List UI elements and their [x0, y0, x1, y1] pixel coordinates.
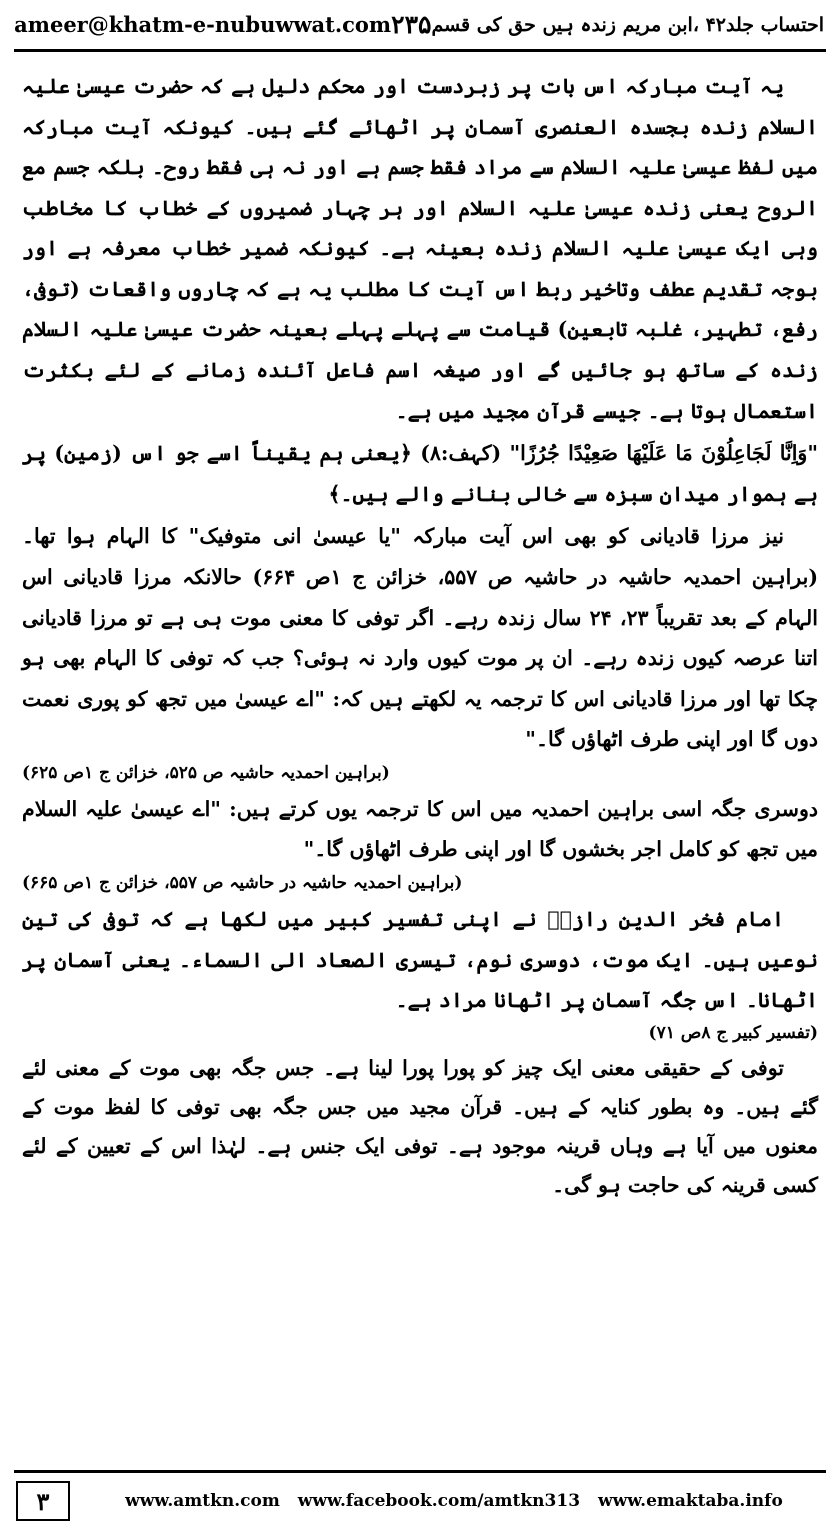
paragraph-5: توفی کے حقیقی معنی ایک چیز کو پورا پورا لینا ہے۔ جس جگہ بھی موت کے معنی لئے گئے ہیں۔ وہ بطور کنایہ کے ہیں۔ قرآن مجید میں جس جگہ بھی توفی کا لفظ موت کے معنوں میں آیا ہے وہاں قرینہ موجود ہے۔ توفی ایک جنس ہے۔ لہٰذا اس کے تعیین کے لئے کسی قرینہ کی حاجت ہو گی۔: [22, 1055, 818, 1197]
reference-3: (تفسیر کبیر ج ۸ص ۷۱): [648, 1022, 818, 1043]
page-header: [0, 0, 840, 43]
footer-link-website[interactable]: www.amtkn.com: [125, 1491, 280, 1511]
footer-link-facebook[interactable]: www.facebook.com/amtkn313: [297, 1491, 581, 1511]
reference-2: (براہین احمدیہ حاشیہ در حاشیہ ص ۵۵۷، خزائن ج ۱ص ۶۶۵): [22, 872, 463, 893]
paragraph-3: دوسری جگہ اسی براہین احمدیہ میں اس کا ترجمہ یوں کرتے ہیں: "اے عیسیٰ علیہ السلام میں تجھ کو کامل اجر بخشوں گا اور اپنی طرف اٹھاؤں گا۔": [22, 796, 818, 862]
paragraph-1: یہ آیت مبارکہ اس بات پر زبردست اور محکم دلیل ہے کہ حضرت عیسیٰ علیہ السلام زندہ بجسدہ العنصری آسمان پر اٹھائے گئے ہیں۔ کیونکہ آیت مبارکہ میں لفظ عیسیٰ علیہ السلام سے مراد فقط جسم ہے اور نہ ہی فقط روح۔ بلکہ جسم مع الروح یعنی زندہ عیسیٰ علیہ السلام اور ہر چہار ضمیروں کے خطاب کا مخاطب وہی ایک عیسیٰ علیہ السلام زندہ بعینہ ہے۔ کیونکہ ضمیر خطاب معرفہ ہے اور بوجہ تقدیم عطف وتاخیر ربط اس آیت کا مطلب یہ ہے کہ چاروں واقعات (توفی، رفع، تطہیر، غلبہ تابعین) قیامت سے پہلے پہلے بعینہ حضرت عیسیٰ علیہ السلام زندہ کے ساتھ ہو جائیں گے اور صیغہ اسم فاعل آئندہ زمانے کے لئے بکثرت استعمال ہوتا ہے۔ جیسے قرآن مجید میں ہے۔: [22, 74, 818, 423]
header-book-title: احتساب جلد۴۲ ،ابن مریم زندہ ہیں حق کی قسم: [431, 13, 824, 36]
paragraph-4: امام فخر الدین رازیؒ نے اپنی تفسیر کبیر میں لکھا ہے کہ توفی کی تین نوعیں ہیں۔ ایک موت، دوسری نوم، تیسری الصعاد الی السماء۔ یعنی آسمان پر اٹھانا۔ اس جگہ آسمان پر اٹھانا مراد ہے۔: [22, 906, 818, 1013]
footer-link-emaktaba[interactable]: www.emaktaba.info: [597, 1491, 783, 1511]
paragraph-quran-verse: "وَاِنَّا لَجَاعِلُوْنَ مَا عَلَيْهَا صَعِيْدًا جُرُزًا" (کہف:۸) ﴿یعنی ہم یقیناً اسے جو اس (زمین) پر ہے ہموار میدان سبزہ سے خالی بنانے والے ہیں۔﴾: [22, 441, 818, 506]
page-footer: [0, 1470, 840, 1540]
footer-page-number: ۳: [16, 1481, 70, 1521]
reference-1: (براہین احمدیہ حاشیہ ص ۵۲۵، خزائن ج ۱ص ۶۲۵): [22, 762, 390, 783]
page-content: [0, 52, 840, 1204]
paragraph-2: نیز مرزا قادیانی کو بھی اس آیت مبارکہ "یا عیسیٰ انی متوفیک" کا الہام ہوا تھا۔ (براہین احمدیہ حاشیہ در حاشیہ ص ۵۵۷، خزائن ج ۱ص ۶۶۴) حالانکہ مرزا قادیانی اس الہام کے بعد تقریباً ۲۳، ۲۴ سال زندہ رہے۔ اگر توفی کا معنی موت ہی ہے تو مرزا قادیانی اتنا عرصہ کیوں زندہ رہے۔ ان پر موت کیوں وارد نہ ہوئی؟ جب کہ توفی کا الہام بھی ہو چکا تھا اور مرزا قادیانی اس کا ترجمہ یہ لکھتے ہیں کہ: "اے عیسیٰ میں تجھ کو پوری نعمت دوں گا اور اپنی طرف اٹھاؤں گا۔": [22, 524, 819, 752]
header-email: ameer@khatm-e-nubuwwat.com: [14, 12, 392, 37]
footer-links: [84, 1491, 824, 1511]
header-page-number: ۲۳۵: [391, 10, 432, 39]
